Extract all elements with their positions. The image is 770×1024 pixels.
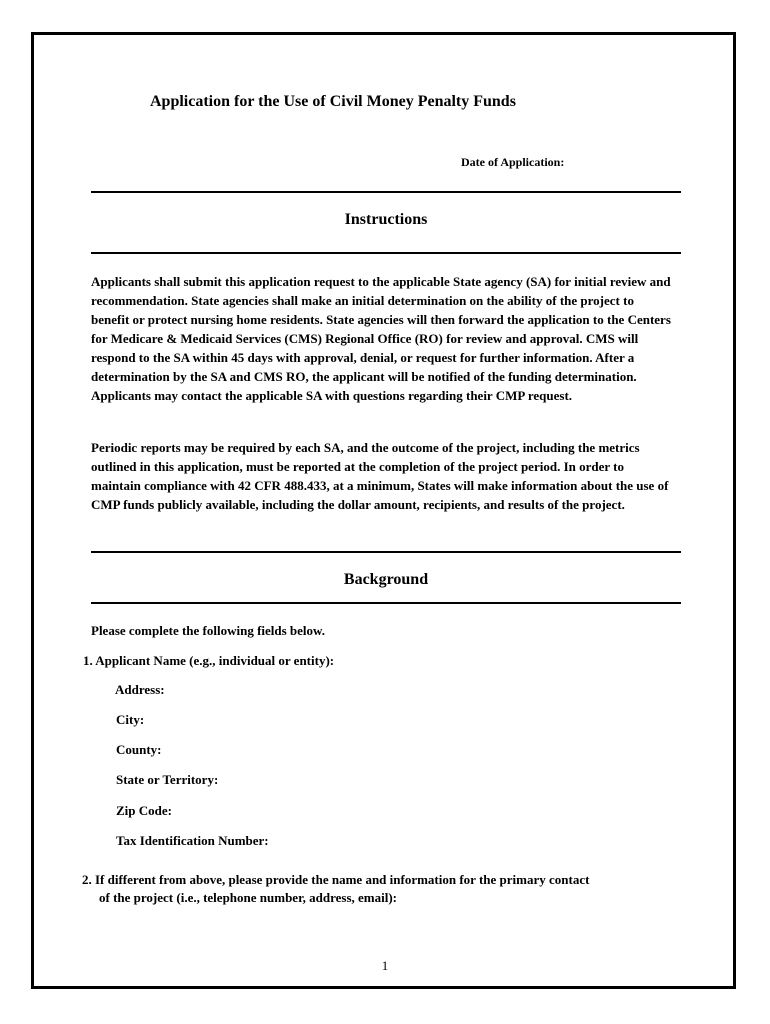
address-label: Address: <box>115 682 165 697</box>
tax-id-label: Tax Identification Number: <box>116 833 269 848</box>
city-label: City: <box>116 712 145 727</box>
primary-contact-field[interactable] <box>99 912 679 932</box>
tax-id-field[interactable] <box>300 831 679 851</box>
instructions-paragraph-1: Applicants shall submit this application request to the applicable State agency (SA) for initial review and recommendation. State agencies shall make an initial determination on the ability of the project to benefit or protect nursing home residents. State agencies will then forward the application to the Centers for Medicare & Medicaid Services (CMS) Regional Office (RO) for review and approval. CMS will respond to the SA within 45 days with approval, denial, or request for further information. After a determination by the SA and CMS RO, the applicant will be notified of the funding determination. Applicants may contact the applicable SA with questions regarding their CMP request. <box>91 274 671 403</box>
zip-code-field[interactable] <box>187 801 679 821</box>
date-of-application-label: Date of Application: <box>461 155 565 169</box>
divider-top-background <box>91 551 681 553</box>
county-label: County: <box>116 742 162 757</box>
divider-bottom-instructions <box>91 252 681 254</box>
state-label: State or Territory: <box>116 772 219 787</box>
applicant-name-label: 1. Applicant Name (e.g., individual or entity): <box>83 653 335 668</box>
page-number: 1 <box>381 958 389 973</box>
background-intro: Please complete the following fields below. <box>91 623 325 638</box>
document-title: Application for the Use of Civil Money Penalty Funds <box>150 93 516 110</box>
background-heading: Background <box>343 571 429 588</box>
city-field[interactable] <box>155 710 679 730</box>
address-field[interactable] <box>180 680 679 700</box>
instructions-heading: Instructions <box>344 211 428 228</box>
applicant-name-field[interactable] <box>385 651 679 671</box>
date-of-application-field[interactable] <box>585 152 679 172</box>
county-field[interactable] <box>175 740 679 760</box>
primary-contact-question-line-1: 2. If different from above, please provide the name and information for the primary contact <box>82 872 590 887</box>
instructions-paragraph-2: Periodic reports may be required by each SA, and the outcome of the project, including the metrics outlined in this application, must be reported at the completion of the project period. In order to maintain compliance with 42 CFR 488.433, at a minimum, States will make information about the use of CMP funds publicly available, including the dollar amount, recipients, and results of the project. <box>91 440 669 512</box>
divider-bottom-background <box>91 602 681 604</box>
state-field[interactable] <box>243 770 679 790</box>
divider-top-instructions <box>91 191 681 193</box>
primary-contact-question-line-2: of the project (i.e., telephone number, address, email): <box>99 890 398 905</box>
zip-code-label: Zip Code: <box>116 803 172 818</box>
